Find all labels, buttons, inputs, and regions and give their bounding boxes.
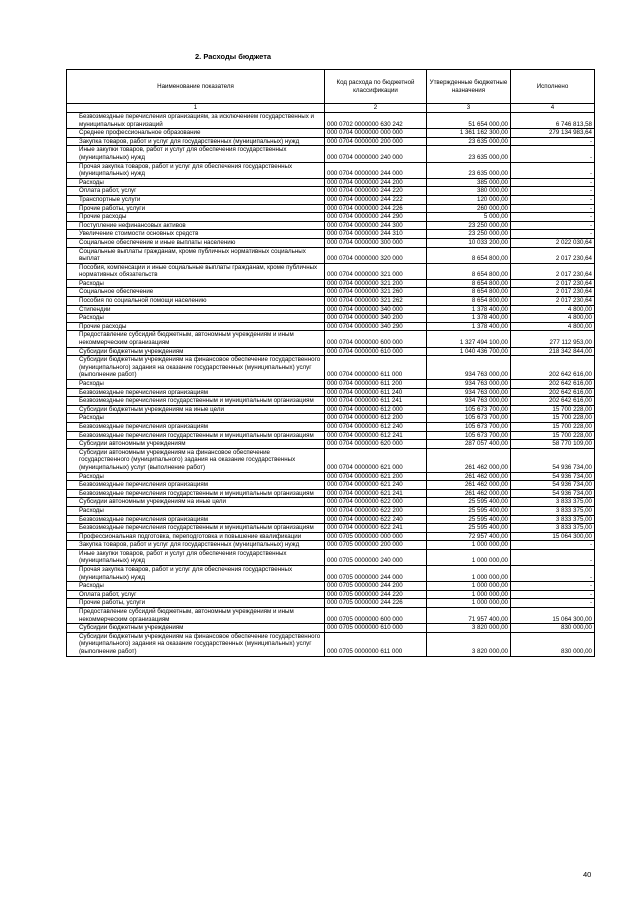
row-code: 000 0704 0000000 612 241 bbox=[325, 431, 427, 440]
table-row bbox=[67, 187, 595, 196]
table-row bbox=[67, 221, 595, 230]
row-executed: 2 017 230,64 bbox=[511, 263, 595, 279]
row-approved: 3 820 000,00 bbox=[427, 624, 511, 633]
row-executed: 15 700 228,00 bbox=[511, 414, 595, 423]
row-executed: 3 833 375,00 bbox=[511, 506, 595, 515]
row-code: 000 0704 0000000 321 000 bbox=[325, 263, 427, 279]
column-number: 3 bbox=[427, 104, 511, 113]
row-approved: 1 000 000,00 bbox=[427, 582, 511, 591]
row-executed: 3 833 375,00 bbox=[511, 515, 595, 524]
row-executed: 830 000,00 bbox=[511, 632, 595, 656]
row-name: Иные закупки товаров, работ и услуг для обеспечения государственных (муниципальных) нужд bbox=[67, 146, 325, 162]
table-row bbox=[67, 566, 595, 582]
row-approved: 23 250 000,00 bbox=[427, 230, 511, 239]
row-approved: 25 595 400,00 bbox=[427, 515, 511, 524]
row-code: 000 0704 0000000 200 000 bbox=[325, 137, 427, 146]
row-executed: 15 700 228,00 bbox=[511, 431, 595, 440]
row-code: 000 0704 0000000 612 000 bbox=[325, 405, 427, 414]
row-executed: - bbox=[511, 195, 595, 204]
row-code: 000 0705 0000000 244 226 bbox=[325, 599, 427, 608]
row-executed: 54 936 734,00 bbox=[511, 481, 595, 490]
row-name: Безвозмездные перечисления организациям bbox=[67, 515, 325, 524]
row-code: 000 0704 0000000 340 290 bbox=[325, 322, 427, 331]
row-name: Расходы bbox=[67, 472, 325, 481]
row-code: 000 0705 0000000 000 000 bbox=[325, 532, 427, 541]
row-name: Безвозмездные перечисления государственным и муниципальным организациям bbox=[67, 489, 325, 498]
table-row bbox=[67, 263, 595, 279]
row-executed: - bbox=[511, 146, 595, 162]
row-code: 000 0704 0000000 621 241 bbox=[325, 489, 427, 498]
row-name: Субсидии бюджетным учреждениям на иные цели bbox=[67, 405, 325, 414]
row-code: 000 0704 0000000 244 290 bbox=[325, 213, 427, 222]
row-approved: 51 654 000,00 bbox=[427, 113, 511, 129]
table-row bbox=[67, 137, 595, 146]
row-approved: 1 327 494 100,00 bbox=[427, 331, 511, 347]
table-row bbox=[67, 472, 595, 481]
column-number-row bbox=[67, 104, 595, 113]
row-executed: - bbox=[511, 213, 595, 222]
row-name: Безвозмездные перечисления организациям bbox=[67, 481, 325, 490]
table-row bbox=[67, 195, 595, 204]
table-row bbox=[67, 632, 595, 656]
row-name: Увеличение стоимости основных средств bbox=[67, 230, 325, 239]
row-executed: - bbox=[511, 541, 595, 550]
row-name: Безвозмездные перечисления государственным и муниципальным организациям bbox=[67, 397, 325, 406]
row-approved: 23 635 000,00 bbox=[427, 146, 511, 162]
row-code: 000 0704 0000000 320 000 bbox=[325, 247, 427, 263]
row-executed: 6 746 813,58 bbox=[511, 113, 595, 129]
row-executed: - bbox=[511, 162, 595, 178]
row-name: Прочие работы, услуги bbox=[67, 204, 325, 213]
row-approved: 1 000 000,00 bbox=[427, 590, 511, 599]
row-executed: 15 064 300,00 bbox=[511, 532, 595, 541]
table-row bbox=[67, 297, 595, 306]
row-approved: 380 000,00 bbox=[427, 187, 511, 196]
row-name: Прочие работы, услуги bbox=[67, 599, 325, 608]
row-approved: 23 635 000,00 bbox=[427, 137, 511, 146]
row-approved: 261 462 000,00 bbox=[427, 489, 511, 498]
table-row bbox=[67, 440, 595, 449]
row-code: 000 0704 0000000 621 240 bbox=[325, 481, 427, 490]
row-executed: - bbox=[511, 590, 595, 599]
table-row bbox=[67, 431, 595, 440]
table-row bbox=[67, 213, 595, 222]
row-code: 000 0704 0000000 611 241 bbox=[325, 397, 427, 406]
row-name: Поступление нефинансовых активов bbox=[67, 221, 325, 230]
row-code: 000 0704 0000000 244 200 bbox=[325, 178, 427, 187]
row-code: 000 0704 0000000 321 200 bbox=[325, 279, 427, 288]
row-code: 000 0705 0000000 244 000 bbox=[325, 566, 427, 582]
row-approved: 1 378 400,00 bbox=[427, 314, 511, 323]
row-code: 000 0704 0000000 611 000 bbox=[325, 356, 427, 380]
page-number: 40 bbox=[583, 870, 592, 879]
row-name: Иные закупки товаров, работ и услуг для обеспечения государственных (муниципальных) нужд bbox=[67, 549, 325, 565]
table-row bbox=[67, 113, 595, 129]
row-code: 000 0705 0000000 240 000 bbox=[325, 549, 427, 565]
table-row bbox=[67, 347, 595, 356]
row-name: Безвозмездные перечисления организациям, за исключением государственных и муниципальных организаций bbox=[67, 113, 325, 129]
row-approved: 1 000 000,00 bbox=[427, 599, 511, 608]
table-row bbox=[67, 356, 595, 380]
table-row bbox=[67, 146, 595, 162]
row-name: Расходы bbox=[67, 414, 325, 423]
row-approved: 105 673 700,00 bbox=[427, 405, 511, 414]
row-name: Безвозмездные перечисления организациям bbox=[67, 422, 325, 431]
row-approved: 120 000,00 bbox=[427, 195, 511, 204]
table-row bbox=[67, 448, 595, 472]
row-code: 000 0704 0000000 340 000 bbox=[325, 305, 427, 314]
row-executed: 2 017 230,64 bbox=[511, 297, 595, 306]
table-row bbox=[67, 397, 595, 406]
row-code: 000 0705 0000000 610 000 bbox=[325, 624, 427, 633]
header-code: Код расхода по бюджетной классификации bbox=[325, 70, 427, 104]
row-approved: 8 654 800,00 bbox=[427, 297, 511, 306]
row-code: 000 0704 0000000 621 000 bbox=[325, 448, 427, 472]
row-approved: 23 635 000,00 bbox=[427, 162, 511, 178]
row-approved: 8 654 800,00 bbox=[427, 247, 511, 263]
table-row bbox=[67, 230, 595, 239]
row-executed: 830 000,00 bbox=[511, 624, 595, 633]
row-name: Стипендии bbox=[67, 305, 325, 314]
row-approved: 385 000,00 bbox=[427, 178, 511, 187]
row-name: Пособия, компенсации и иные социальные выплаты гражданам, кроме публичных нормативных обязательств bbox=[67, 263, 325, 279]
row-code: 000 0704 0000000 620 000 bbox=[325, 440, 427, 449]
row-code: 000 0704 0000000 622 241 bbox=[325, 524, 427, 533]
row-name: Закупка товаров, работ и услуг для государственных (муниципальных) нужд bbox=[67, 541, 325, 550]
row-executed: 202 642 616,00 bbox=[511, 388, 595, 397]
table-row bbox=[67, 288, 595, 297]
row-code: 000 0704 0000000 610 000 bbox=[325, 347, 427, 356]
row-approved: 1 361 162 300,00 bbox=[427, 129, 511, 138]
row-code: 000 0704 0000000 611 200 bbox=[325, 380, 427, 389]
row-name: Безвозмездные перечисления государственным и муниципальным организациям bbox=[67, 431, 325, 440]
row-executed: 2 017 230,64 bbox=[511, 247, 595, 263]
row-executed: 54 936 734,00 bbox=[511, 489, 595, 498]
row-approved: 72 957 400,00 bbox=[427, 532, 511, 541]
row-approved: 1 040 436 700,00 bbox=[427, 347, 511, 356]
table-row bbox=[67, 305, 595, 314]
row-code: 000 0704 0000000 622 240 bbox=[325, 515, 427, 524]
row-name: Субсидии бюджетным учреждениям на финансовое обеспечение государственного (муниципального) задания на оказание государственных (муниципальных) услуг (выполнение работ) bbox=[67, 632, 325, 656]
row-name: Прочая закупка товаров, работ и услуг для обеспечения государственных (муниципальных) нужд bbox=[67, 566, 325, 582]
row-code: 000 0704 0000000 600 000 bbox=[325, 331, 427, 347]
table-row bbox=[67, 599, 595, 608]
row-executed: 2 022 030,64 bbox=[511, 238, 595, 247]
row-name: Субсидии автономным учреждениям на иные цели bbox=[67, 498, 325, 507]
row-executed: 202 642 616,00 bbox=[511, 380, 595, 389]
row-executed: - bbox=[511, 549, 595, 565]
table-row bbox=[67, 414, 595, 423]
table-row bbox=[67, 380, 595, 389]
row-approved: 23 250 000,00 bbox=[427, 221, 511, 230]
row-executed: 277 112 953,00 bbox=[511, 331, 595, 347]
row-name: Прочая закупка товаров, работ и услуг для обеспечения государственных (муниципальных) нужд bbox=[67, 162, 325, 178]
budget-expenses-table bbox=[66, 69, 595, 657]
row-executed: 2 017 230,64 bbox=[511, 279, 595, 288]
row-approved: 260 000,00 bbox=[427, 204, 511, 213]
row-executed: 218 342 844,00 bbox=[511, 347, 595, 356]
row-name: Расходы bbox=[67, 506, 325, 515]
row-name: Расходы bbox=[67, 178, 325, 187]
row-name: Социальное обеспечение и иные выплаты населению bbox=[67, 238, 325, 247]
row-name: Социальное обеспечение bbox=[67, 288, 325, 297]
row-name: Оплата работ, услуг bbox=[67, 590, 325, 599]
row-executed: - bbox=[511, 582, 595, 591]
row-code: 000 0704 0000000 612 200 bbox=[325, 414, 427, 423]
row-name: Расходы bbox=[67, 314, 325, 323]
table-row bbox=[67, 549, 595, 565]
section-title: 2. Расходы бюджета bbox=[195, 52, 272, 61]
row-code: 000 0704 0000000 622 000 bbox=[325, 498, 427, 507]
row-approved: 261 462 000,00 bbox=[427, 472, 511, 481]
row-code: 000 0704 0000000 340 200 bbox=[325, 314, 427, 323]
row-code: 000 0704 0000000 240 000 bbox=[325, 146, 427, 162]
row-name: Субсидии бюджетным учреждениям bbox=[67, 624, 325, 633]
row-executed: 15 700 228,00 bbox=[511, 422, 595, 431]
table-row bbox=[67, 314, 595, 323]
row-code: 000 0704 0000000 612 240 bbox=[325, 422, 427, 431]
row-approved: 25 595 400,00 bbox=[427, 498, 511, 507]
row-executed: - bbox=[511, 178, 595, 187]
row-code: 000 0705 0000000 600 000 bbox=[325, 608, 427, 624]
row-approved: 1 000 000,00 bbox=[427, 541, 511, 550]
row-code: 000 0704 0000000 244 300 bbox=[325, 221, 427, 230]
row-name: Расходы bbox=[67, 582, 325, 591]
column-number: 2 bbox=[325, 104, 427, 113]
row-name: Субсидии бюджетным учреждениям на финансовое обеспечение государственного (муниципального) задания на оказание государственных (муниципальных) услуг (выполнение работ) bbox=[67, 356, 325, 380]
row-executed: 3 833 375,00 bbox=[511, 498, 595, 507]
table-row bbox=[67, 506, 595, 515]
row-executed: - bbox=[511, 566, 595, 582]
row-code: 000 0704 0000000 244 222 bbox=[325, 195, 427, 204]
row-name: Предоставление субсидий бюджетным, автономным учреждениям и иным некоммерческим организациям bbox=[67, 608, 325, 624]
row-executed: 58 770 109,00 bbox=[511, 440, 595, 449]
table-row bbox=[67, 178, 595, 187]
table-row bbox=[67, 541, 595, 550]
table-row bbox=[67, 238, 595, 247]
row-approved: 8 654 800,00 bbox=[427, 263, 511, 279]
row-approved: 105 673 700,00 bbox=[427, 414, 511, 423]
table-row bbox=[67, 162, 595, 178]
row-code: 000 0705 0000000 611 000 bbox=[325, 632, 427, 656]
row-name: Безвозмездные перечисления государственным и муниципальным организациям bbox=[67, 524, 325, 533]
row-executed: 15 700 228,00 bbox=[511, 405, 595, 414]
row-code: 000 0704 0000000 300 000 bbox=[325, 238, 427, 247]
table-row bbox=[67, 489, 595, 498]
row-code: 000 0705 0000000 244 220 bbox=[325, 590, 427, 599]
row-executed: 15 064 300,00 bbox=[511, 608, 595, 624]
row-approved: 105 673 700,00 bbox=[427, 422, 511, 431]
row-code: 000 0702 0000000 630 242 bbox=[325, 113, 427, 129]
row-executed: 54 936 734,00 bbox=[511, 472, 595, 481]
row-code: 000 0704 0000000 321 260 bbox=[325, 288, 427, 297]
row-code: 000 0705 0000000 244 200 bbox=[325, 582, 427, 591]
table-row bbox=[67, 388, 595, 397]
table-row bbox=[67, 624, 595, 633]
row-approved: 1 378 400,00 bbox=[427, 305, 511, 314]
row-approved: 934 763 000,00 bbox=[427, 356, 511, 380]
table-row bbox=[67, 405, 595, 414]
row-approved: 25 595 400,00 bbox=[427, 524, 511, 533]
row-code: 000 0704 0000000 622 200 bbox=[325, 506, 427, 515]
header-executed: Исполнено bbox=[511, 70, 595, 104]
row-code: 000 0704 0000000 000 000 bbox=[325, 129, 427, 138]
row-code: 000 0704 0000000 244 310 bbox=[325, 230, 427, 239]
row-approved: 934 763 000,00 bbox=[427, 380, 511, 389]
row-executed: 4 800,00 bbox=[511, 305, 595, 314]
row-executed: - bbox=[511, 599, 595, 608]
row-code: 000 0705 0000000 200 000 bbox=[325, 541, 427, 550]
row-executed: - bbox=[511, 221, 595, 230]
row-approved: 8 654 800,00 bbox=[427, 288, 511, 297]
row-name: Среднее профессиональное образование bbox=[67, 129, 325, 138]
table-row bbox=[67, 422, 595, 431]
row-approved: 261 462 000,00 bbox=[427, 481, 511, 490]
row-code: 000 0704 0000000 611 240 bbox=[325, 388, 427, 397]
row-name: Расходы bbox=[67, 279, 325, 288]
table-row bbox=[67, 524, 595, 533]
row-approved: 287 057 400,00 bbox=[427, 440, 511, 449]
row-name: Профессиональная подготовка, переподготовка и повышение квалификации bbox=[67, 532, 325, 541]
row-executed: 54 936 734,00 bbox=[511, 448, 595, 472]
row-approved: 8 654 800,00 bbox=[427, 279, 511, 288]
row-name: Закупка товаров, работ и услуг для государственных (муниципальных) нужд bbox=[67, 137, 325, 146]
table-row bbox=[67, 498, 595, 507]
row-approved: 105 673 700,00 bbox=[427, 431, 511, 440]
table-row bbox=[67, 322, 595, 331]
row-executed: 4 800,00 bbox=[511, 314, 595, 323]
row-code: 000 0704 0000000 244 000 bbox=[325, 162, 427, 178]
table-header-row bbox=[67, 70, 595, 104]
row-code: 000 0704 0000000 244 220 bbox=[325, 187, 427, 196]
table-row bbox=[67, 481, 595, 490]
row-executed: - bbox=[511, 230, 595, 239]
row-approved: 934 763 000,00 bbox=[427, 388, 511, 397]
row-approved: 1 000 000,00 bbox=[427, 566, 511, 582]
table-row bbox=[67, 129, 595, 138]
row-executed: 202 642 616,00 bbox=[511, 356, 595, 380]
table-row bbox=[67, 532, 595, 541]
table-row bbox=[67, 204, 595, 213]
row-approved: 934 763 000,00 bbox=[427, 397, 511, 406]
row-executed: 2 017 230,64 bbox=[511, 288, 595, 297]
row-name: Предоставление субсидий бюджетным, автономным учреждениям и иным некоммерческим организациям bbox=[67, 331, 325, 347]
row-name: Прочие расходы bbox=[67, 213, 325, 222]
row-approved: 10 033 200,00 bbox=[427, 238, 511, 247]
row-name: Субсидии бюджетным учреждениям bbox=[67, 347, 325, 356]
row-executed: - bbox=[511, 187, 595, 196]
row-name: Пособия по социальной помощи населению bbox=[67, 297, 325, 306]
row-name: Прочие расходы bbox=[67, 322, 325, 331]
row-name: Субсидии автономным учреждениям bbox=[67, 440, 325, 449]
row-name: Социальные выплаты гражданам, кроме публичных нормативных социальных выплат bbox=[67, 247, 325, 263]
table-row bbox=[67, 590, 595, 599]
row-name: Безвозмездные перечисления организациям bbox=[67, 388, 325, 397]
row-approved: 3 820 000,00 bbox=[427, 632, 511, 656]
header-name: Наименование показателя bbox=[67, 70, 325, 104]
row-code: 000 0704 0000000 621 200 bbox=[325, 472, 427, 481]
table-row bbox=[67, 279, 595, 288]
column-number: 1 bbox=[67, 104, 325, 113]
row-executed: 279 134 983,64 bbox=[511, 129, 595, 138]
row-approved: 25 595 400,00 bbox=[427, 506, 511, 515]
table-row bbox=[67, 247, 595, 263]
row-approved: 261 462 000,00 bbox=[427, 448, 511, 472]
row-approved: 1 378 400,00 bbox=[427, 322, 511, 331]
row-code: 000 0704 0000000 244 226 bbox=[325, 204, 427, 213]
row-executed: 3 833 375,00 bbox=[511, 524, 595, 533]
row-executed: 4 800,00 bbox=[511, 322, 595, 331]
row-approved: 5 000,00 bbox=[427, 213, 511, 222]
column-number: 4 bbox=[511, 104, 595, 113]
row-code: 000 0704 0000000 321 262 bbox=[325, 297, 427, 306]
row-name: Субсидии автономным учреждениям на финансовое обеспечение государственного (муниципального) задания на оказание государственных (муниципальных) услуг (выполнение работ) bbox=[67, 448, 325, 472]
table-row bbox=[67, 582, 595, 591]
table-row bbox=[67, 331, 595, 347]
row-executed: - bbox=[511, 137, 595, 146]
row-executed: 202 642 616,00 bbox=[511, 397, 595, 406]
header-approved: Утвержденные бюджетные назначения bbox=[427, 70, 511, 104]
table-row bbox=[67, 608, 595, 624]
row-approved: 1 000 000,00 bbox=[427, 549, 511, 565]
row-executed: - bbox=[511, 204, 595, 213]
row-name: Транспортные услуги bbox=[67, 195, 325, 204]
row-approved: 71 957 400,00 bbox=[427, 608, 511, 624]
table-row bbox=[67, 515, 595, 524]
row-name: Расходы bbox=[67, 380, 325, 389]
row-name: Оплата работ, услуг bbox=[67, 187, 325, 196]
